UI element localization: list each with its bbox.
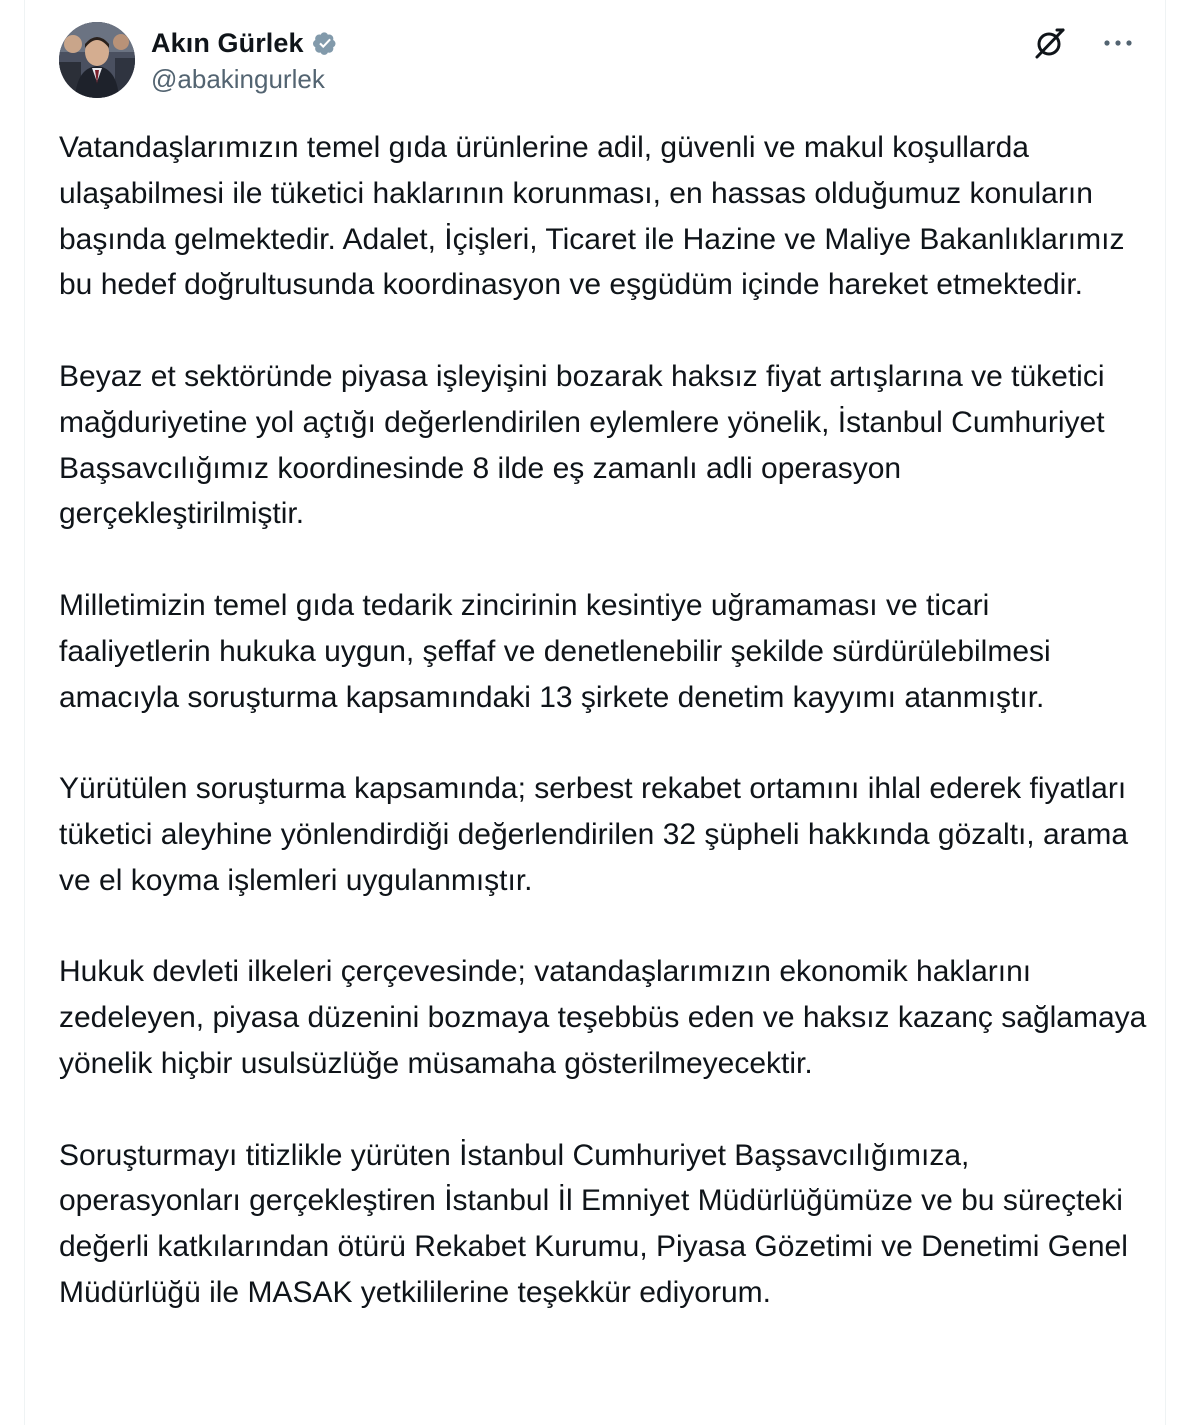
tweet-text [59,125,1149,1362]
tweet-paragraph-2: Beyaz et sektöründe piyasa işleyişini bozarak haksız fiyat artışlarına ve tüketici mağduriyetine yol açtığı değerlendirilen eylemlere yönelik, İstanbul Cumhuriyet Başsavcılığımız koordinesinde 8 ilde eş zamanlı adli operasyon gerçekleştirilmiştir. [59,359,1105,531]
tweet-card [24,0,1166,1425]
tweet-paragraph-1: Vatandaşlarımızın temel gıda ürünlerine adil, güvenli ve makul koşullarda ulaşabilmesi ile tüketici haklarının korunması, en hassas olduğumuz konuların başında gelmektedir. Adalet, İçişleri, Ticaret ile Hazine ve Maliye Bakanlıklarımız bu hedef doğrultusunda koordinasyon ve eşgüdüm içinde hareket etmektedir. [59,131,1125,302]
tweet-paragraph-5: Hukuk devleti ilkeleri çerçevesinde; vatandaşlarımızın ekonomik haklarını zedeleyen, piyasa düzenini bozmaya teşebbüs eden ve haksız kazanç sağlamaya yönelik hiçbir usulsüzlüğe müsamaha gösterilmeyecektir. [59,955,1147,1080]
author-handle[interactable]: @abakingurlek [151,64,325,94]
tweet-header [59,22,1135,102]
avatar[interactable] [59,22,135,98]
verified-badge-icon [310,28,340,58]
tweet-paragraph-4: Yürütülen soruşturma kapsamında; serbest rekabet ortamını ihlal ederek fiyatları tüketici aleyhine yönlendirdiği değerlendirilen 32 şüpheli hakkında gözaltı, arama ve el koyma işlemleri uygulanmıştır. [59,772,1128,897]
grok-icon[interactable] [1033,26,1067,60]
author-names [151,26,340,95]
avatar-photo [59,22,135,98]
display-name[interactable]: Akın Gürlek [151,27,304,58]
more-icon[interactable] [1101,26,1135,60]
display-name-row [151,26,340,60]
tweet-paragraph-6: Soruşturmayı titizlikle yürüten İstanbul Cumhuriyet Başsavcılığımıza, operasyonları gerçekleştiren İstanbul İl Emniyet Müdürlüğümüze ve bu süreçteki değerli katkılarından ötürü Rekabet Kurumu, Piyasa Gözetimi ve Denetimi Genel Müdürlüğü ile MASAK yetkililerine teşekkür ediyorum. [59,1138,1128,1309]
tweet-top-actions [1033,26,1135,60]
tweet-paragraph-3: Milletimizin temel gıda tedarik zincirinin kesintiye uğramaması ve ticari faaliyetlerin hukuka uygun, şeffaf ve denetlenebilir şekilde sürdürülebilmesi amacıyla soruşturma kapsamındaki 13 şirkete denetim kayyımı atanmıştır. [59,588,1051,714]
